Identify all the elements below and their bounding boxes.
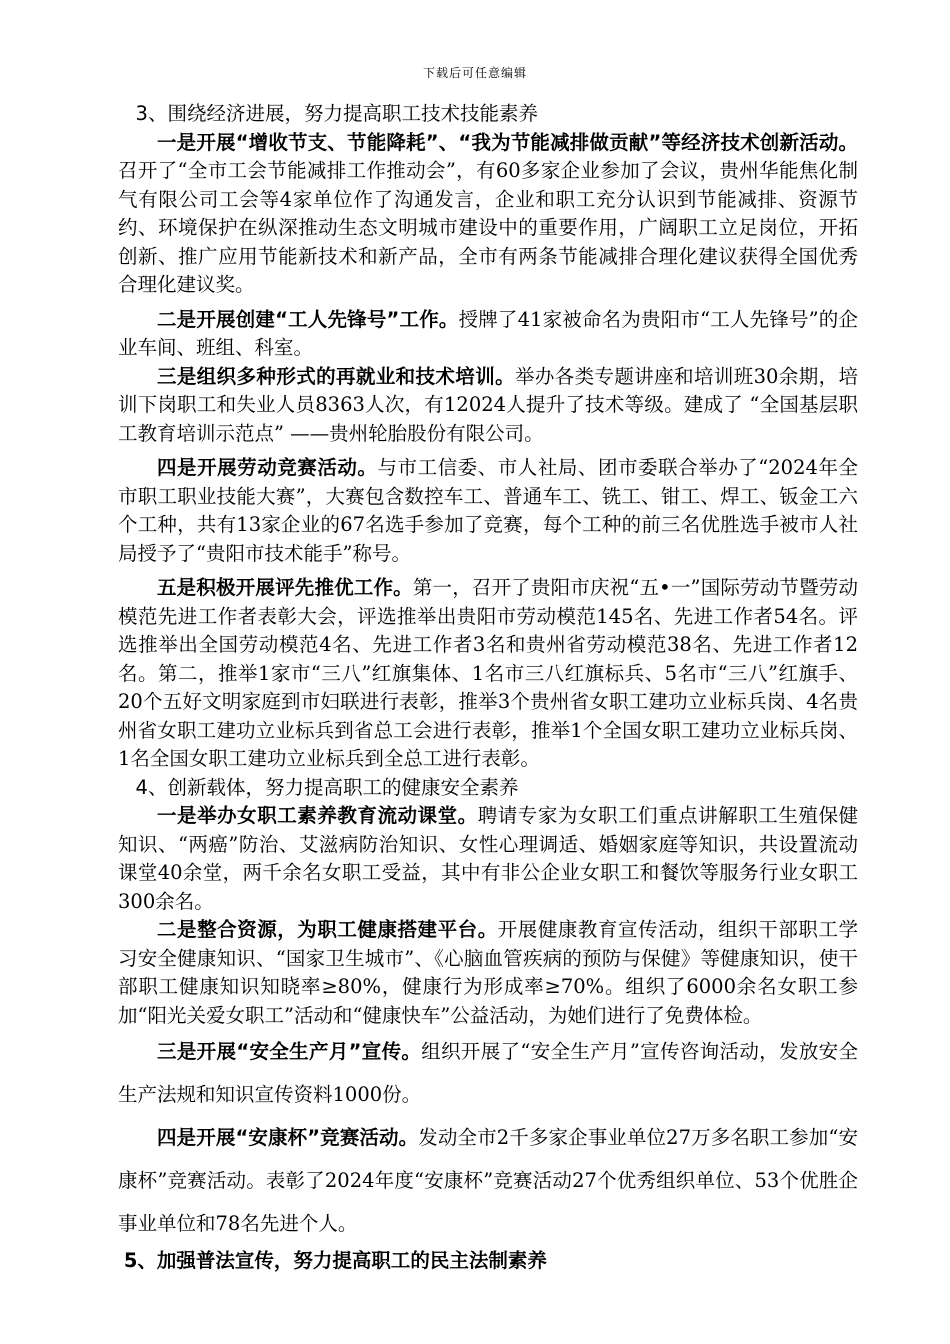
section-3-paragraph-5 [118, 574, 858, 774]
section-4-paragraph-2 [118, 916, 858, 1030]
paragraph-body: 召开了“全市工会节能减排工作推动会”，有60多家企业参加了会议，贵州华能焦化制气有限公司工会等4家单位作了沟通发言，企业和职工充分认识到节能减排、资源节约、环境保护在纵深推动生态文明城市建设中的重要作用，广阔职工立足岗位，开拓创新、推广应用节能新技术和新产品，全市有两条节能减排合理化建议获得全国优秀合理化建议奖。 [118, 159, 858, 296]
section-3-paragraph-3 [118, 363, 858, 449]
paragraph-lead: 二是开展创建“工人先锋号”工作。 [157, 307, 459, 331]
paragraph-body: 组织开展了“安全生产月”宣传咨询活动，发放安全生产法规和知识宣传资料1000份。 [118, 1040, 858, 1106]
paragraph-body: 第一，召开了贵阳市庆祝“五•一”国际劳动节暨劳动模范先进工作者表彰大会，评选推举出贵阳市劳动模范145名、先进工作者54名。评选推举出全国劳动模范4名、先进工作者3名和贵州省劳动模范38名、先进工作者12名。第二，推举1家市“三八”红旗集体、1名市三八红旗标兵、5名市“三八”红旗手、20个五好文明家庭到市妇联进行表彰，推举3个贵州省女职工建功立业标兵岗、4名贵州省女职工建功立业标兵到省总工会进行表彰，推举1个全国女职工建功立业标兵岗、1名全国女职工建功立业标兵到全总工进行表彰。 [118, 576, 858, 770]
paragraph-lead: 二是整合资源，为职工健康搭建平台。 [157, 918, 498, 941]
paragraph-body: 与市工信委、市人社局、团市委联合举办了“2024年全市职工职业技能大赛”，大赛包含数控车工、普通车工、铣工、钳工、焊工、钣金工六个工种，共有13家企业的67名选手参加了竞赛，每个工种的前三名优胜选手被市人社局授予了“贵阳市技术能手”称号。 [118, 456, 858, 565]
paragraph-body: 聘请专家为女职工们重点讲解职工生殖保健知识、“两癌”防治、艾滋病防治知识、女性心理调适、婚姻家庭等知识，共设置流动课堂40余堂，两千余名女职工受益，其中有非公企业女职工和餐饮等服务行业女职工300余名。 [118, 804, 858, 913]
watermark-text: 下载后可任意编辑 [422, 66, 527, 80]
section-3-heading: 3、围绕经济进展，努力提高职工技术技能素养 [135, 102, 538, 125]
section-4-paragraph-3 [118, 1030, 858, 1116]
section-3-paragraph-4 [118, 454, 858, 568]
paragraph-lead: 四是开展“安康杯”竞赛活动。 [157, 1126, 419, 1149]
paragraph-lead: 一是举办女职工素养教育流动课堂。 [157, 804, 478, 827]
paragraph-lead: 一是开展“增收节支、节能降耗”、“我为节能减排做贡献”等经济技术创新活动。 [157, 130, 858, 154]
paragraph-body: 开展健康教育宣传活动，组织干部职工学习安全健康知识、“国家卫生城市”、《心脑血管疾病的预防与保健》等健康知识，使干部职工健康知识知晓率≥80%，健康行为形成率≥70%。组织了6000余名女职工参加“阳光关爱女职工”活动和“健康快车”公益活动，为她们进行了免费体检。 [118, 918, 858, 1027]
paragraph-lead: 四是开展劳动竞赛活动。 [157, 456, 378, 479]
paragraph-body: 举办各类专题讲座和培训班30余期，培训下岗职工和失业人员8363人次，有12024人提升了技术等级。建成了 “全国基层职工教育培训示范点” ——贵州轮胎股份有限公司。 [118, 364, 858, 445]
section-4-paragraph-4 [118, 1116, 858, 1245]
paragraph-body: 发动全市2千多家企事业单位27万多名职工参加“安康杯”竞赛活动。表彰了2024年度“安康杯”竞赛活动27个优秀组织单位、53个优胜企事业单位和78名先进个人。 [118, 1126, 858, 1235]
paragraph-lead: 三是开展“安全生产月”宣传。 [157, 1040, 422, 1063]
document-body [118, 100, 858, 1276]
section-4-heading: 4、创新载体，努力提高职工的健康安全素养 [135, 775, 519, 799]
section-3-paragraph-1 [118, 129, 858, 300]
paragraph-body: 授牌了41家被命名为贵阳市“工人先锋号”的企业车间、班组、科室。 [118, 307, 858, 359]
section-3-paragraph-2 [118, 306, 858, 363]
section-4-paragraph-1 [118, 802, 858, 916]
paragraph-lead: 五是积极开展评先推优工作。 [157, 576, 413, 599]
paragraph-lead: 三是组织多种形式的再就业和技术培训。 [157, 364, 515, 388]
section-5-heading: 5、加强普法宣传，努力提高职工的民主法制素养 [123, 1249, 547, 1272]
